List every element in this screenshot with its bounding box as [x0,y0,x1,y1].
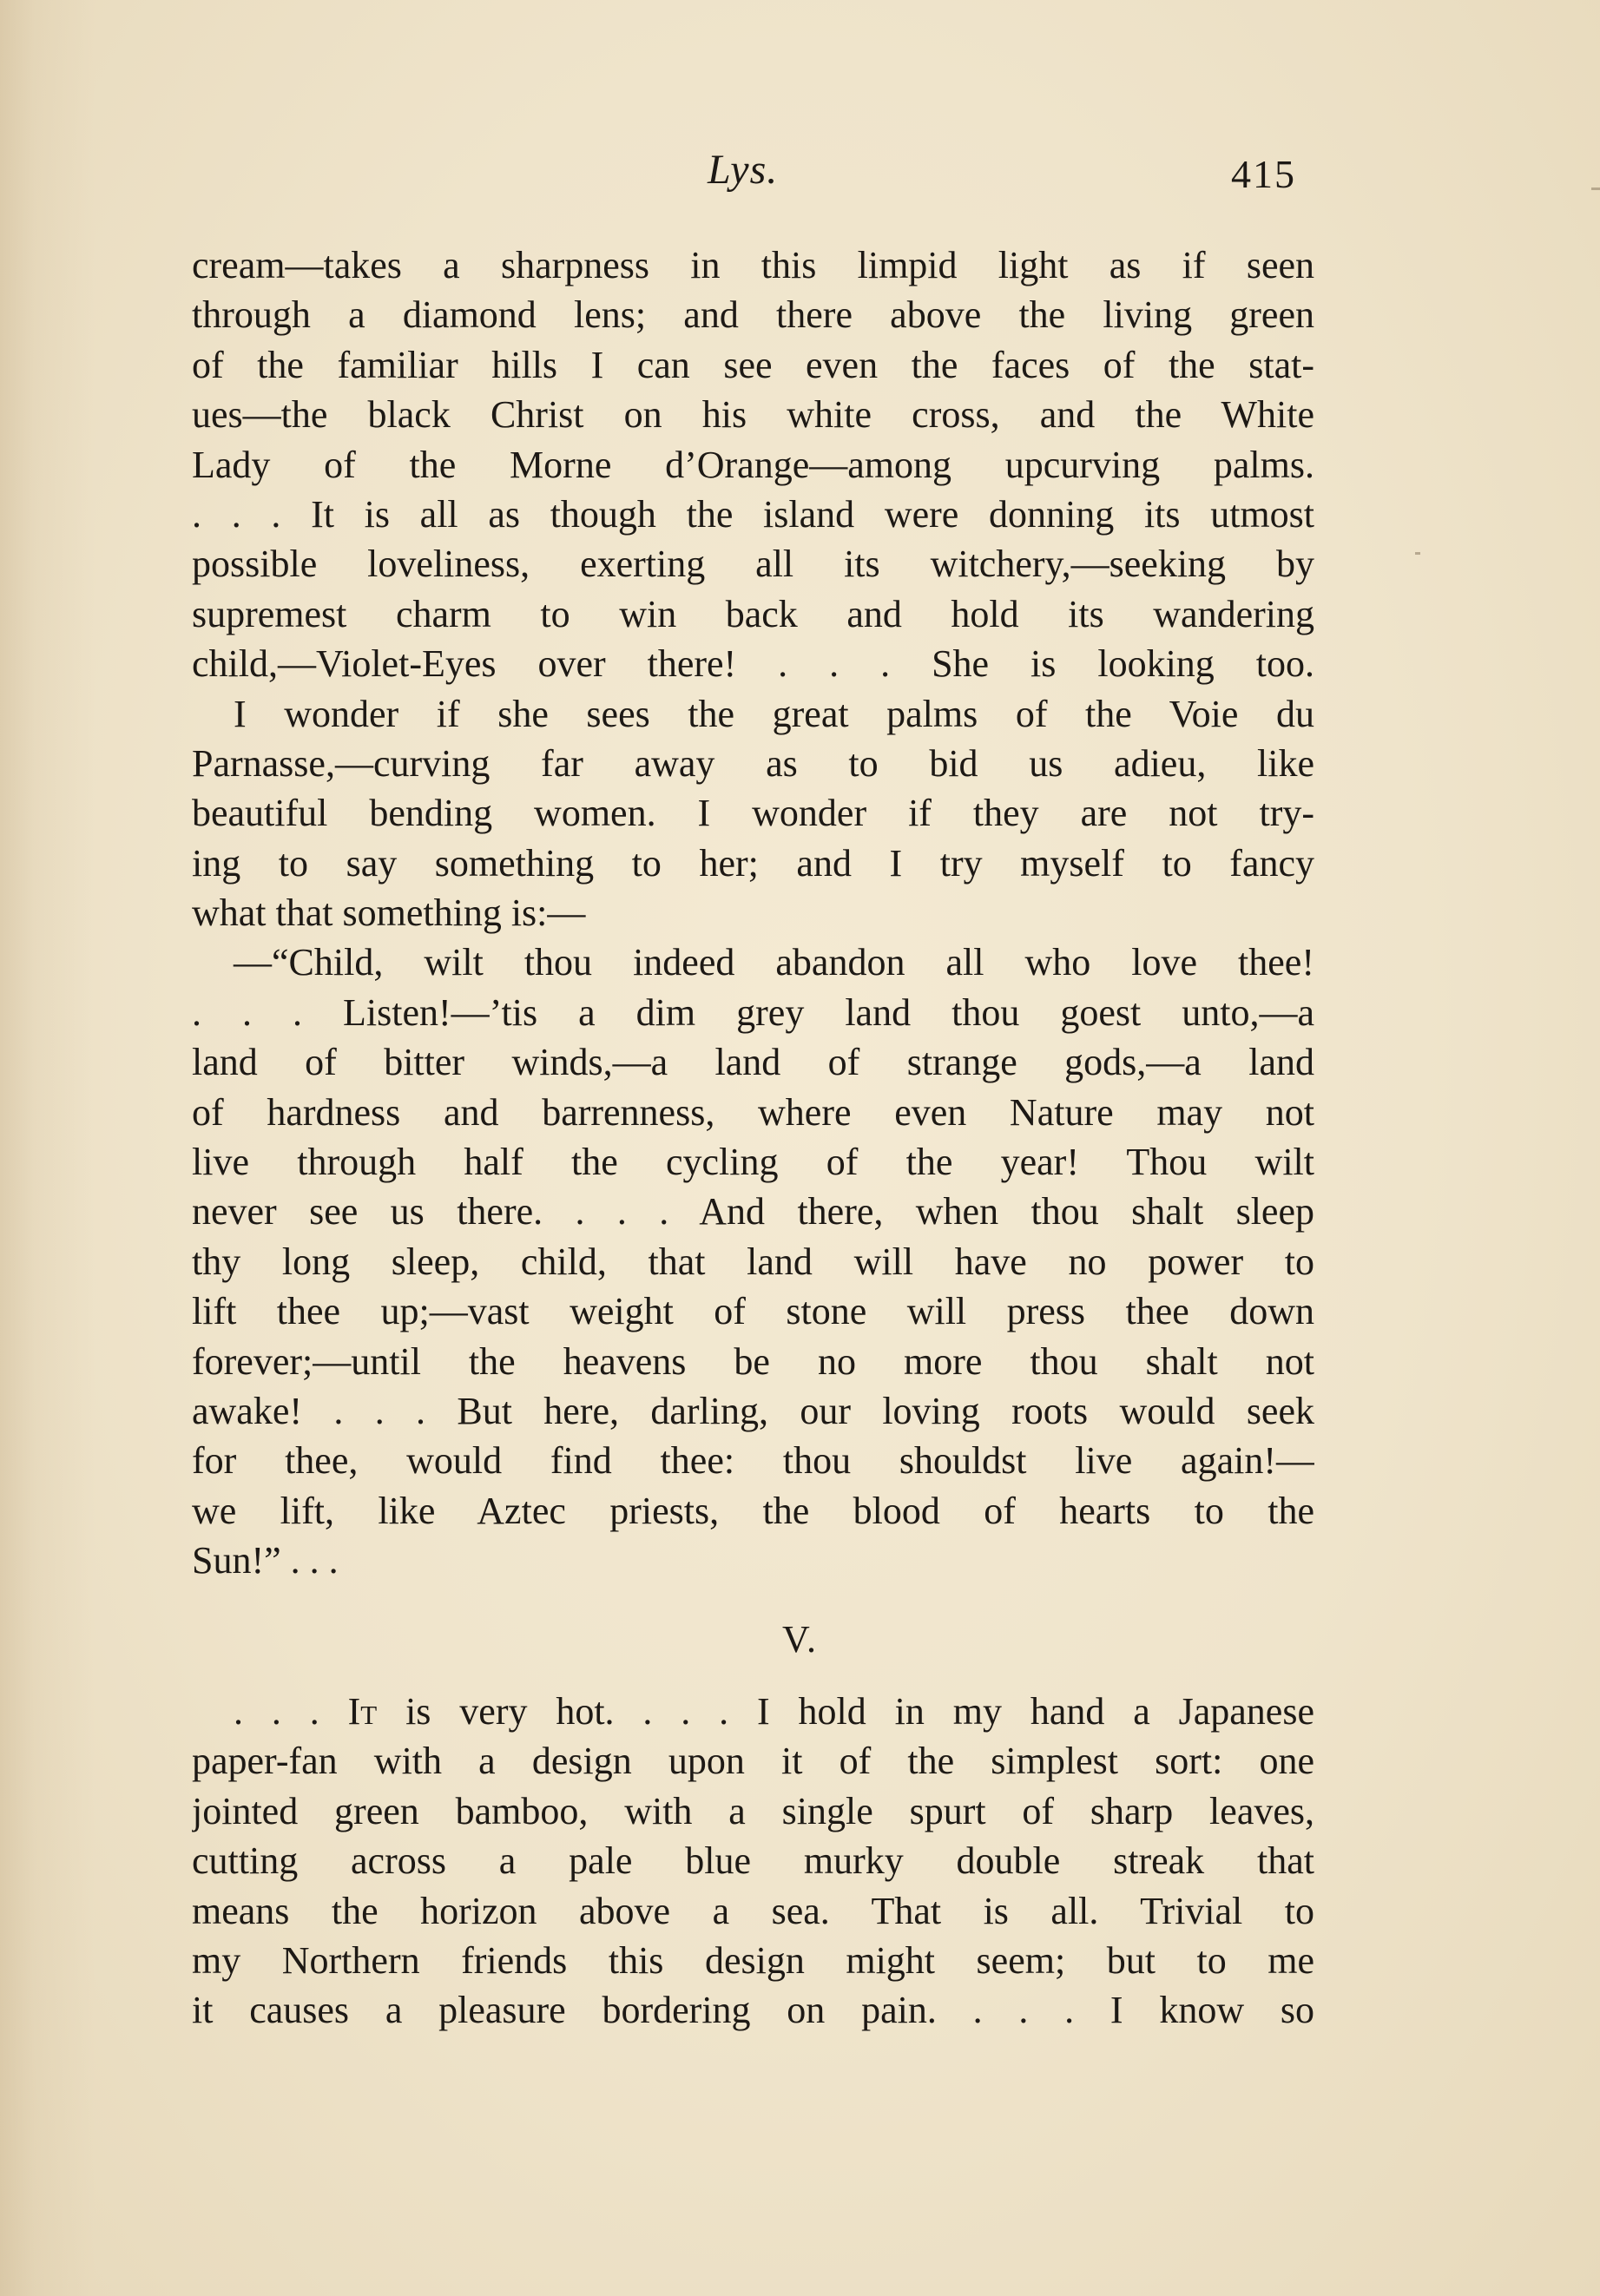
page-number: 415 [1231,152,1296,196]
text-line: means the horizon above a sea. That is all. Trivial to [192,1889,1314,1932]
text-line: Lady of the Morne d’Orange—among upcurving palms. [192,443,1314,486]
text-line: land of bitter winds,—a land of strange gods,—a land [192,1041,1314,1084]
text-line: jointed green bamboo, with a single spurt of sharp leaves, [192,1789,1314,1832]
text-line: . . . It is all as though the island were donning its utmost [192,492,1314,536]
text-line: ing to say something to her; and I try myself to fancy [192,841,1314,885]
section-v-text-block [192,1687,1314,2036]
text-line: live through half the cycling of the year! Thou wilt [192,1141,1314,1184]
text-line: cream—takes a sharpness in this limpid light as if seen [192,244,1314,286]
text-line: ues—the black Christ on his white cross, and the White [192,393,1314,437]
text-line: Parnasse,—curving far away as to bid us adieu, like [192,741,1314,785]
text-line: for thee, would find thee: thou shouldst live again!— [192,1439,1314,1483]
text-line: of hardness and barrenness, where even Nature may not [192,1090,1314,1134]
text-line: lift thee up;—vast weight of stone will press thee down [192,1290,1314,1333]
text-line: supremest charm to win back and hold its wandering [192,592,1314,635]
text-line: what that something is:— [192,891,586,935]
text-line: —“Child, wilt thou indeed abandon all who love thee! [234,941,1314,984]
text-line: . . . Listen!—’tis a dim grey land thou goest unto,—a [192,990,1314,1034]
text-line: beautiful bending women. I wonder if they are not try- [192,792,1314,835]
text-line: awake! . . . But here, darling, our loving roots would seek [192,1389,1314,1432]
text-line: we lift, like Aztec priests, the blood of hearts to the [192,1489,1314,1532]
text-line: through a diamond lens; and there above the living green [192,293,1314,337]
main-text-block [192,240,1314,1586]
text-line: thy long sleep, child, that land will have no power to [192,1240,1314,1283]
text-line: of the familiar hills I can see even the faces of the stat- [192,343,1314,386]
first-line-rest: is very hot. . . . I hold in my hand a Japanese [377,1690,1314,1733]
section-v-first-line [192,1687,1314,1736]
text-line: forever;—until the heavens be no more thou shalt not [192,1339,1314,1383]
text-line: I wonder if she sees the great palms of the Voie du [234,692,1314,735]
text-line: paper-fan with a design upon it of the simplest sort: one [192,1740,1314,1783]
text-line: never see us there. . . . And there, when thou shalt sleep [192,1190,1314,1234]
page-edge-speck [1591,187,1600,190]
text-line: possible loveliness, exerting all its witchery,—seeking by [192,543,1314,586]
text-line: my Northern friends this design might seem; but to me [192,1938,1314,1982]
page-edge-speck [1415,552,1420,555]
running-title: Lys. [708,147,779,193]
small-caps-word: It [347,1690,378,1733]
lead-in-ellipsis: . . . [234,1690,348,1733]
text-line: it causes a pleasure bordering on pain. . . . I know so [192,1989,1314,2032]
text-line: Sun!” . . . [192,1539,339,1582]
text-line: child,—Violet-Eyes over there! . . . She is looking too. [192,642,1314,686]
section-heading: V. [781,1618,819,1661]
text-line: cutting across a pale blue murky double streak that [192,1839,1314,1883]
